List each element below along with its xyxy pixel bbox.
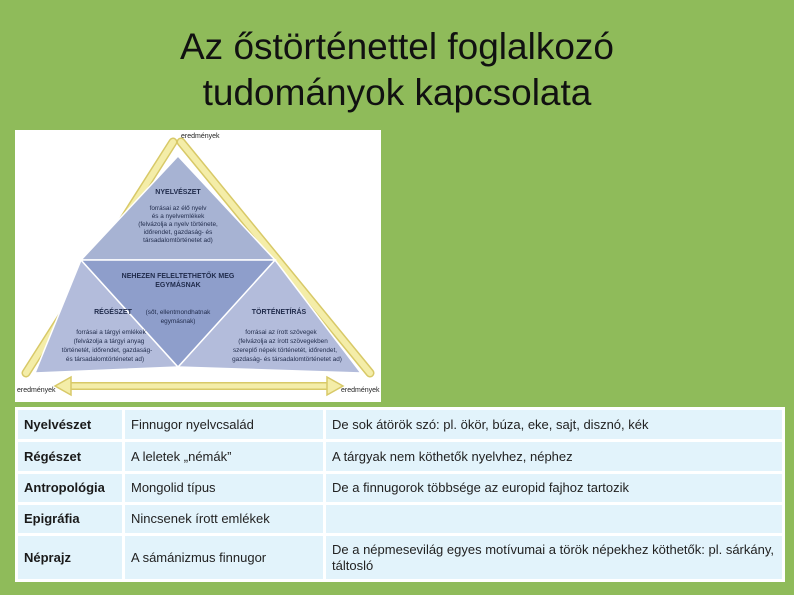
top-heading: NYELVÉSZET — [155, 189, 201, 196]
left-heading: RÉGÉSZET — [94, 309, 132, 316]
arrow-bottom — [55, 377, 343, 395]
note-cell — [325, 504, 784, 535]
center-heading-2: EGYMÁSNAK — [155, 282, 201, 289]
right-line-3: szereplő népek történetét, időrendet, — [232, 347, 338, 354]
note-cell: De a népmesevilág egyes motívumai a török népekhez köthetők: pl. sárkány, táltosló — [325, 535, 784, 581]
left-line-4: és társadalomtörténetet ad) — [65, 356, 145, 363]
left-line-2: (felvázolja a tárgyi anyag — [73, 338, 145, 345]
top-line-2: és a nyelvemlékek — [151, 213, 205, 220]
table-row — [17, 441, 784, 473]
discipline-cell: Régészet — [17, 441, 124, 473]
top-line-4: időrendet, gazdaság- és — [143, 229, 213, 236]
center-line-1: (sőt, ellentmondhatnak — [145, 309, 211, 316]
table-row — [17, 504, 784, 535]
table-row — [17, 409, 784, 441]
center-line-2: egymásnak) — [160, 318, 196, 325]
table-row — [17, 473, 784, 504]
discipline-cell: Epigráfia — [17, 504, 124, 535]
table-row — [17, 535, 784, 581]
discipline-cell: Néprajz — [17, 535, 124, 581]
statement-cell: Nincsenek írott emlékek — [124, 504, 325, 535]
slide-title — [0, 24, 794, 116]
pyramid-diagram — [15, 130, 381, 402]
arrow-label-right: eredmények — [341, 387, 380, 394]
right-heading: TÖRTÉNETÍRÁS — [251, 309, 307, 316]
pyramid-svg — [15, 130, 381, 402]
statement-cell: A sámánizmus finnugor — [124, 535, 325, 581]
note-cell: De sok átörök szó: pl. ökör, búza, eke, sajt, disznó, kék — [325, 409, 784, 441]
right-line-2: (felvázolja az írott szövegekben — [238, 338, 328, 345]
note-cell: De a finnugorok többsége az europid fajhoz tartozik — [325, 473, 784, 504]
note-cell: A tárgyak nem köthetők nyelvhez, néphez — [325, 441, 784, 473]
top-line-3: (felvázolja a nyelv története, — [138, 221, 218, 228]
arrow-label-left: eredmények — [17, 387, 56, 394]
statement-cell: A leletek „némák” — [124, 441, 325, 473]
title-line-1: Az őstörténettel foglalkozó — [180, 26, 614, 67]
top-line-5: társadalomtörténetet ad) — [143, 237, 213, 244]
statement-cell: Finnugor nyelvcsalád — [124, 409, 325, 441]
arrow-label-top: eredmények — [181, 133, 220, 140]
left-line-3: történetét, időrendet, gazdaság- — [61, 347, 153, 354]
discipline-cell: Nyelvészet — [17, 409, 124, 441]
top-line-1: forrásai az élő nyelv — [149, 205, 207, 212]
title-line-2: tudományok kapcsolata — [202, 72, 592, 113]
left-line-1: forrásai a tárgyi emlékek — [76, 329, 146, 336]
center-heading-1: NEHEZEN FELELTETHETŐK MEG — [121, 273, 235, 280]
discipline-cell: Antropológia — [17, 473, 124, 504]
statement-cell: Mongolid típus — [124, 473, 325, 504]
right-line-4: gazdaság- és társadalomtörténetet ad) — [232, 356, 342, 363]
right-line-1: forrásai az írott szövegek — [245, 329, 317, 336]
comparison-table — [15, 407, 785, 582]
